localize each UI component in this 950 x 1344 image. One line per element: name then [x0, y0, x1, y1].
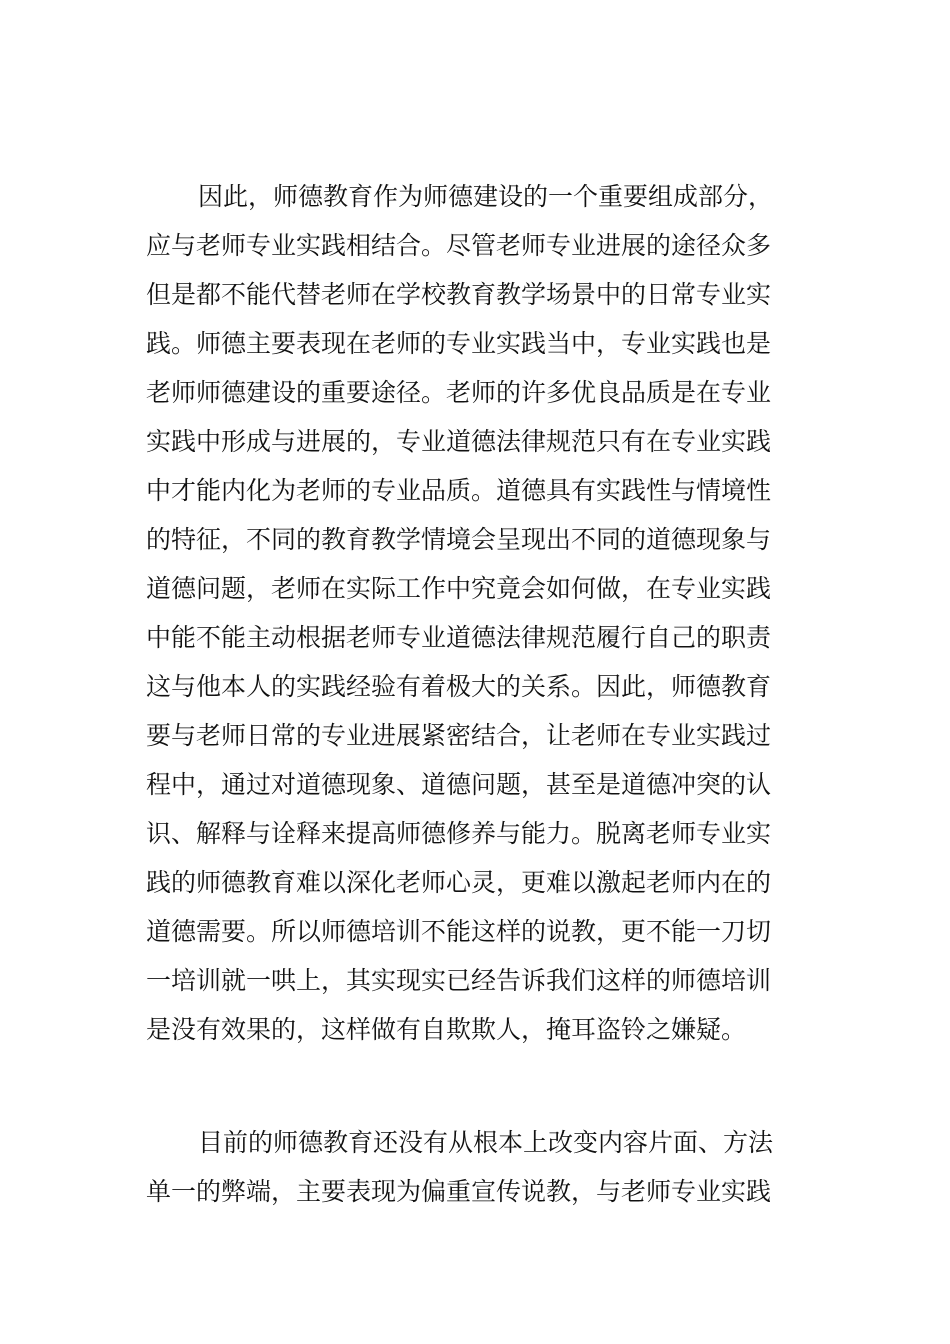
paragraph-line: 中才能内化为老师的专业品质。道德具有实践性与情境性 — [146, 476, 772, 505]
paragraph-line: 应与老师专业实践相结合。尽管老师专业进展的途径众多 — [146, 231, 772, 260]
paragraph-line: 因此，师德教育作为师德建设的一个重要组成部分， — [198, 182, 774, 211]
paragraph-line: 道德需要。所以师德培训不能这样的说教，更不能一刀切 — [146, 917, 772, 946]
paragraph-line: 践的师德教育难以深化老师心灵，更难以激起老师内在的 — [146, 868, 772, 897]
paragraph-line: 这与他本人的实践经验有着极大的关系。因此，师德教育 — [146, 672, 772, 701]
paragraph-line: 单一的弊端，主要表现为偏重宣传说教，与老师专业实践 — [146, 1177, 772, 1206]
paragraph-line: 道德问题，老师在实际工作中究竟会如何做，在专业实践 — [146, 574, 772, 603]
paragraph-line: 程中，通过对道德现象、道德问题，甚至是道德冲突的认 — [146, 770, 772, 799]
paragraph-line: 是没有效果的，这样做有自欺欺人，掩耳盗铃之嫌疑。 — [146, 1015, 747, 1044]
paragraph-line: 中能不能主动根据老师专业道德法律规范履行自己的职责 — [146, 623, 772, 652]
paragraph-line: 一培训就一哄上，其实现实已经告诉我们这样的师德培训 — [146, 966, 772, 995]
paragraph-line: 实践中形成与进展的，专业道德法律规范只有在专业实践 — [146, 427, 772, 456]
paragraph-line: 识、解释与诠释来提高师德修养与能力。脱离老师专业实 — [146, 819, 772, 848]
paragraph-line: 要与老师日常的专业进展紧密结合，让老师在专业实践过 — [146, 721, 772, 750]
paragraph-line: 目前的师德教育还没有从根本上改变内容片面、方法 — [198, 1128, 774, 1157]
paragraph-line: 的特征，不同的教育教学情境会呈现出不同的道德现象与 — [146, 525, 772, 554]
paragraph-line: 践。师德主要表现在老师的专业实践当中，专业实践也是 — [146, 329, 772, 358]
paragraph-line: 但是都不能代替老师在学校教育教学场景中的日常专业实 — [146, 280, 772, 309]
paragraph-line: 老师师德建设的重要途径。老师的许多优良品质是在专业 — [146, 378, 772, 407]
